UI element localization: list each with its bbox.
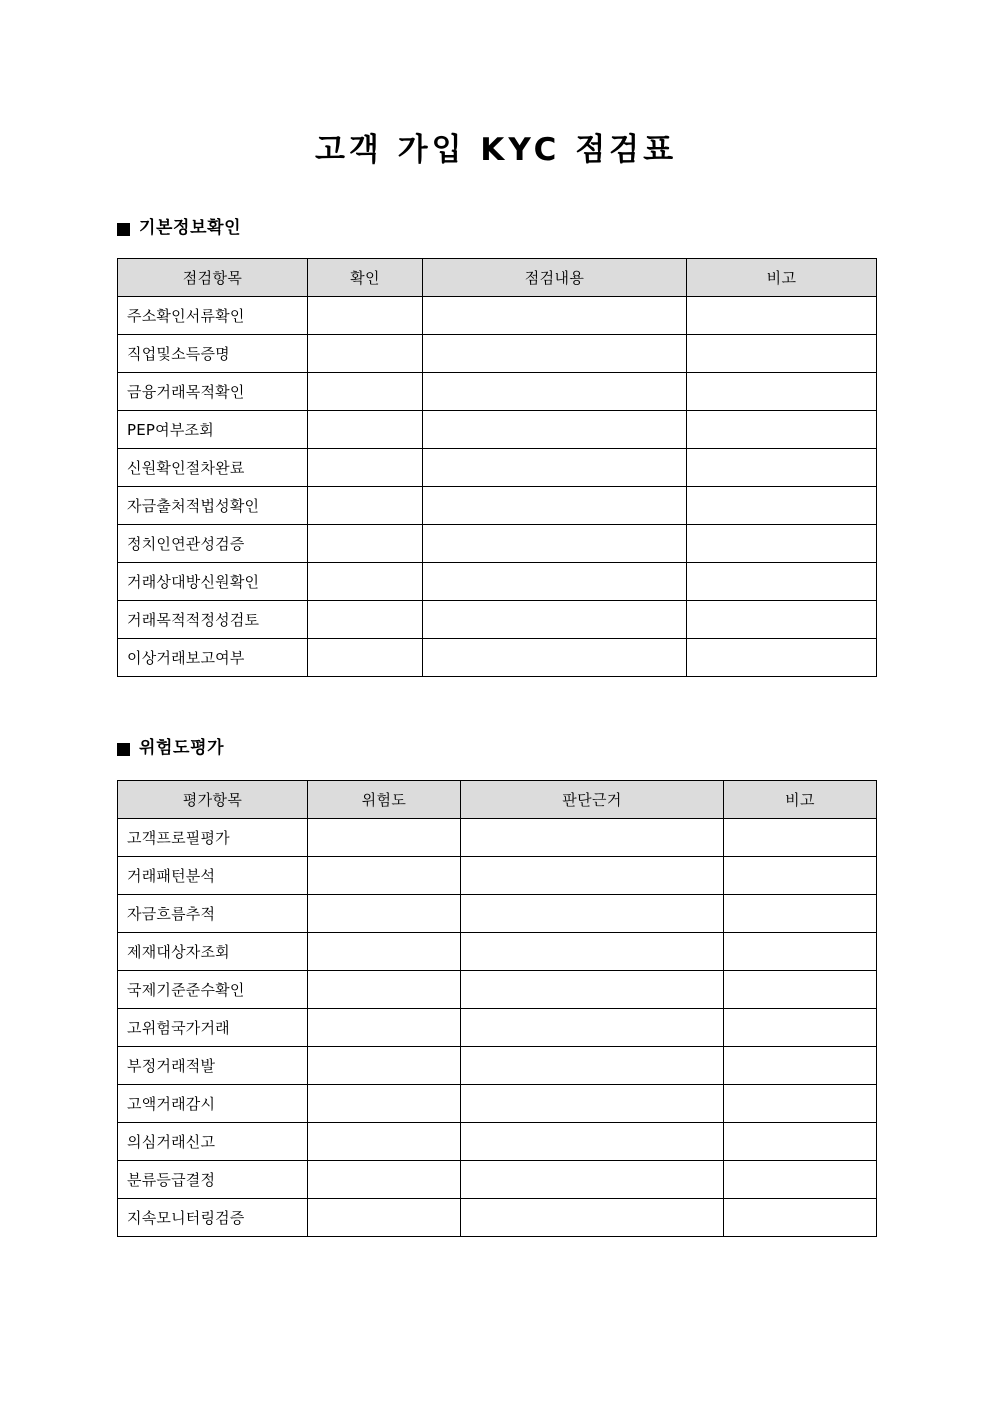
table-row bbox=[118, 1085, 877, 1123]
note-field[interactable] bbox=[687, 411, 877, 449]
note-field[interactable] bbox=[687, 563, 877, 601]
note-field[interactable] bbox=[687, 639, 877, 677]
content-field[interactable] bbox=[423, 525, 687, 563]
assessment-item-label: 자금흐름추적 bbox=[118, 895, 308, 933]
black-square-bullet-icon bbox=[117, 223, 130, 236]
content-field[interactable] bbox=[423, 335, 687, 373]
check-field[interactable] bbox=[308, 601, 423, 639]
content-field[interactable] bbox=[423, 297, 687, 335]
rationale-field[interactable] bbox=[461, 1047, 724, 1085]
risk-assessment-table bbox=[117, 780, 877, 1237]
column-header-check: 확인 bbox=[308, 259, 423, 297]
table-row bbox=[118, 487, 877, 525]
column-header-note: 비고 bbox=[724, 781, 877, 819]
check-field[interactable] bbox=[308, 639, 423, 677]
table-row bbox=[118, 639, 877, 677]
note-field[interactable] bbox=[687, 449, 877, 487]
risk-level-field[interactable] bbox=[308, 1123, 461, 1161]
table-row bbox=[118, 971, 877, 1009]
rationale-field[interactable] bbox=[461, 1161, 724, 1199]
risk-level-field[interactable] bbox=[308, 1047, 461, 1085]
check-field[interactable] bbox=[308, 563, 423, 601]
table-row bbox=[118, 449, 877, 487]
column-header-item: 평가항목 bbox=[118, 781, 308, 819]
table-header-row bbox=[118, 259, 877, 297]
note-field[interactable] bbox=[724, 1047, 877, 1085]
assessment-item-label: 국제기준준수확인 bbox=[118, 971, 308, 1009]
check-field[interactable] bbox=[308, 297, 423, 335]
note-field[interactable] bbox=[724, 1161, 877, 1199]
note-field[interactable] bbox=[724, 1199, 877, 1237]
content-field[interactable] bbox=[423, 373, 687, 411]
note-field[interactable] bbox=[724, 1085, 877, 1123]
table-row bbox=[118, 601, 877, 639]
rationale-field[interactable] bbox=[461, 819, 724, 857]
check-field[interactable] bbox=[308, 411, 423, 449]
check-field[interactable] bbox=[308, 335, 423, 373]
assessment-item-label: 고액거래감시 bbox=[118, 1085, 308, 1123]
rationale-field[interactable] bbox=[461, 857, 724, 895]
assessment-item-label: 거래패턴분석 bbox=[118, 857, 308, 895]
table-row bbox=[118, 933, 877, 971]
table-row bbox=[118, 819, 877, 857]
risk-level-field[interactable] bbox=[308, 971, 461, 1009]
checklist-item-label: 금융거래목적확인 bbox=[118, 373, 308, 411]
rationale-field[interactable] bbox=[461, 971, 724, 1009]
content-field[interactable] bbox=[423, 487, 687, 525]
rationale-field[interactable] bbox=[461, 895, 724, 933]
risk-level-field[interactable] bbox=[308, 1009, 461, 1047]
content-field[interactable] bbox=[423, 639, 687, 677]
assessment-item-label: 고위험국가거래 bbox=[118, 1009, 308, 1047]
note-field[interactable] bbox=[687, 335, 877, 373]
risk-level-field[interactable] bbox=[308, 1161, 461, 1199]
column-header-item: 점검항목 bbox=[118, 259, 308, 297]
risk-level-field[interactable] bbox=[308, 1085, 461, 1123]
table-row bbox=[118, 1009, 877, 1047]
risk-level-field[interactable] bbox=[308, 895, 461, 933]
note-field[interactable] bbox=[724, 819, 877, 857]
rationale-field[interactable] bbox=[461, 1009, 724, 1047]
table-row bbox=[118, 373, 877, 411]
risk-level-field[interactable] bbox=[308, 857, 461, 895]
column-header-rationale: 판단근거 bbox=[461, 781, 724, 819]
content-field[interactable] bbox=[423, 601, 687, 639]
note-field[interactable] bbox=[724, 933, 877, 971]
checklist-item-label: 거래상대방신원확인 bbox=[118, 563, 308, 601]
table-row bbox=[118, 857, 877, 895]
table-row bbox=[118, 1047, 877, 1085]
section-heading-risk-assessment bbox=[117, 740, 224, 757]
checklist-item-label: 정치인연관성검증 bbox=[118, 525, 308, 563]
check-field[interactable] bbox=[308, 449, 423, 487]
section-heading-label: 위험도평가 bbox=[139, 738, 225, 758]
assessment-item-label: 의심거래신고 bbox=[118, 1123, 308, 1161]
rationale-field[interactable] bbox=[461, 1123, 724, 1161]
rationale-field[interactable] bbox=[461, 933, 724, 971]
table-row bbox=[118, 411, 877, 449]
table-row bbox=[118, 335, 877, 373]
check-field[interactable] bbox=[308, 487, 423, 525]
table-row bbox=[118, 1199, 877, 1237]
table-row bbox=[118, 563, 877, 601]
note-field[interactable] bbox=[687, 373, 877, 411]
risk-level-field[interactable] bbox=[308, 933, 461, 971]
rationale-field[interactable] bbox=[461, 1085, 724, 1123]
note-field[interactable] bbox=[687, 601, 877, 639]
checklist-item-label: 이상거래보고여부 bbox=[118, 639, 308, 677]
check-field[interactable] bbox=[308, 525, 423, 563]
content-field[interactable] bbox=[423, 449, 687, 487]
table-row bbox=[118, 1161, 877, 1199]
content-field[interactable] bbox=[423, 411, 687, 449]
assessment-item-label: 제재대상자조회 bbox=[118, 933, 308, 971]
assessment-item-label: 고객프로필평가 bbox=[118, 819, 308, 857]
column-header-risklevel: 위험도 bbox=[308, 781, 461, 819]
section-heading-label: 기본정보확인 bbox=[139, 218, 242, 238]
note-field[interactable] bbox=[724, 1009, 877, 1047]
assessment-item-label: 지속모니터링검증 bbox=[118, 1199, 308, 1237]
note-field[interactable] bbox=[724, 895, 877, 933]
column-header-note: 비고 bbox=[687, 259, 877, 297]
risk-level-field[interactable] bbox=[308, 1199, 461, 1237]
checklist-item-label: 거래목적적정성검토 bbox=[118, 601, 308, 639]
checklist-item-label: 주소확인서류확인 bbox=[118, 297, 308, 335]
table-header-row bbox=[118, 781, 877, 819]
table-row bbox=[118, 895, 877, 933]
risk-level-field[interactable] bbox=[308, 819, 461, 857]
black-square-bullet-icon bbox=[117, 743, 130, 756]
page-title: 고객 가입 KYC 점검표 bbox=[314, 132, 678, 168]
note-field[interactable] bbox=[724, 971, 877, 1009]
note-field[interactable] bbox=[687, 487, 877, 525]
checklist-item-label: 직업및소득증명 bbox=[118, 335, 308, 373]
basic-info-table bbox=[117, 258, 877, 677]
note-field[interactable] bbox=[687, 297, 877, 335]
note-field[interactable] bbox=[687, 525, 877, 563]
table-row bbox=[118, 1123, 877, 1161]
assessment-item-label: 분류등급결정 bbox=[118, 1161, 308, 1199]
rationale-field[interactable] bbox=[461, 1199, 724, 1237]
note-field[interactable] bbox=[724, 1123, 877, 1161]
table-row bbox=[118, 525, 877, 563]
assessment-item-label: 부정거래적발 bbox=[118, 1047, 308, 1085]
table-row bbox=[118, 297, 877, 335]
section-heading-basic-info bbox=[117, 220, 241, 237]
checklist-item-label: 자금출처적법성확인 bbox=[118, 487, 308, 525]
content-field[interactable] bbox=[423, 563, 687, 601]
check-field[interactable] bbox=[308, 373, 423, 411]
note-field[interactable] bbox=[724, 857, 877, 895]
column-header-content: 점검내용 bbox=[423, 259, 687, 297]
checklist-item-label: 신원확인절차완료 bbox=[118, 449, 308, 487]
checklist-item-label: PEP여부조회 bbox=[118, 411, 308, 449]
